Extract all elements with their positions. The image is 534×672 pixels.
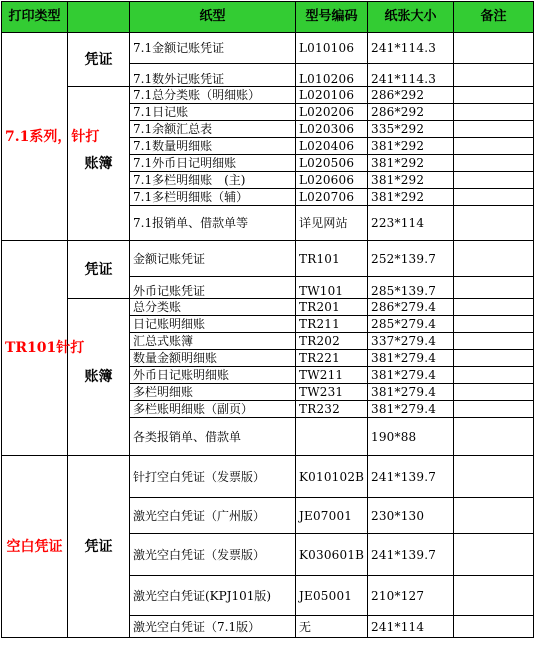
paper-cell: 7.1总分类账（明细账）: [130, 87, 296, 104]
paper-cell: 金额记账凭证: [130, 241, 296, 277]
code-cell: L020406: [296, 138, 368, 155]
code-cell: TR101: [296, 241, 368, 277]
paper-cell: 总分类账: [130, 299, 296, 316]
size-cell: 241*139.7: [368, 534, 454, 576]
code-cell: TR221: [296, 350, 368, 367]
paper-cell: 7.1报销单、借款单等: [130, 206, 296, 241]
note-cell: [454, 172, 534, 189]
paper-cell: 激光空白凭证（广州版）: [130, 498, 296, 534]
note-cell: [454, 384, 534, 401]
table-row: [2, 456, 534, 498]
code-cell: TR202: [296, 333, 368, 350]
note-cell: [454, 87, 534, 104]
header-blank: [68, 2, 130, 33]
print-type-cell: 空白凭证: [2, 456, 68, 638]
paper-cell: 日记账明细账: [130, 316, 296, 333]
code-cell: L020506: [296, 155, 368, 172]
category-cell: 账簿: [68, 87, 130, 241]
size-cell: 286*279.4: [368, 299, 454, 316]
paper-cell: 多栏账明细账（副页）: [130, 401, 296, 418]
note-cell: [454, 456, 534, 498]
code-cell: 无: [296, 616, 368, 638]
paper-cell: 7.1外币日记明细账: [130, 155, 296, 172]
header-model: 型号编码: [296, 2, 368, 33]
size-cell: 381*279.4: [368, 401, 454, 418]
size-cell: 285*139.7: [368, 277, 454, 299]
paper-cell: 外币记账凭证: [130, 277, 296, 299]
code-cell: JE07001: [296, 498, 368, 534]
paper-cell: 7.1多栏明细账 (主): [130, 172, 296, 189]
note-cell: [454, 33, 534, 64]
note-cell: [454, 616, 534, 638]
size-cell: 337*279.4: [368, 333, 454, 350]
size-cell: 252*139.7: [368, 241, 454, 277]
code-cell: L010206: [296, 64, 368, 87]
note-cell: [454, 206, 534, 241]
code-cell: L020106: [296, 87, 368, 104]
paper-cell: 激光空白凭证(KPJ101版): [130, 576, 296, 616]
note-cell: [454, 138, 534, 155]
paper-cell: 激光空白凭证（7.1版）: [130, 616, 296, 638]
code-cell: TR211: [296, 316, 368, 333]
note-cell: [454, 277, 534, 299]
size-cell: 285*279.4: [368, 316, 454, 333]
paper-cell: 数量金额明细账: [130, 350, 296, 367]
size-cell: 335*292: [368, 121, 454, 138]
code-cell: L010106: [296, 33, 368, 64]
note-cell: [454, 189, 534, 206]
note-cell: [454, 350, 534, 367]
paper-cell: 外币日记账明细账: [130, 367, 296, 384]
size-cell: 381*292: [368, 172, 454, 189]
paper-cell: 7.1数量明细账: [130, 138, 296, 155]
table-row: [2, 87, 534, 104]
size-cell: 241*114.3: [368, 33, 454, 64]
category-cell: 账簿: [68, 299, 130, 456]
size-cell: 230*130: [368, 498, 454, 534]
note-cell: [454, 498, 534, 534]
paper-cell: 7.1数外记账凭证: [130, 64, 296, 87]
table-row: [2, 299, 534, 316]
note-cell: [454, 418, 534, 456]
paper-cell: 激光空白凭证（发票版）: [130, 534, 296, 576]
category-cell: 凭证: [68, 456, 130, 638]
size-cell: 190*88: [368, 418, 454, 456]
header-row: [2, 2, 534, 33]
table-row: [2, 241, 534, 277]
note-cell: [454, 299, 534, 316]
paper-cell: 汇总式账簿: [130, 333, 296, 350]
size-cell: 241*114.3: [368, 64, 454, 87]
paper-cell: 7.1多栏明细账（辅）: [130, 189, 296, 206]
note-cell: [454, 121, 534, 138]
code-cell: K030601B: [296, 534, 368, 576]
size-cell: 381*279.4: [368, 367, 454, 384]
paper-cell: 针打空白凭证（发票版）: [130, 456, 296, 498]
note-cell: [454, 104, 534, 121]
size-cell: 241*139.7: [368, 456, 454, 498]
code-cell: L020206: [296, 104, 368, 121]
note-cell: [454, 316, 534, 333]
category-cell: 凭证: [68, 33, 130, 87]
code-cell: TW231: [296, 384, 368, 401]
note-cell: [454, 333, 534, 350]
code-cell: TR201: [296, 299, 368, 316]
paper-cell: 7.1日记账: [130, 104, 296, 121]
size-cell: 286*292: [368, 104, 454, 121]
note-cell: [454, 155, 534, 172]
print-type-cell: TR101针打: [2, 241, 68, 456]
paper-spec-table: [1, 1, 534, 638]
note-cell: [454, 534, 534, 576]
size-cell: 381*292: [368, 138, 454, 155]
size-cell: 381*292: [368, 189, 454, 206]
code-cell: K010102B: [296, 456, 368, 498]
code-cell: TW211: [296, 367, 368, 384]
note-cell: [454, 64, 534, 87]
note-cell: [454, 576, 534, 616]
code-cell: L020606: [296, 172, 368, 189]
note-cell: [454, 367, 534, 384]
paper-cell: 各类报销单、借款单: [130, 418, 296, 456]
print-type-cell: 7.1系列，针打: [2, 33, 68, 241]
size-cell: 223*114: [368, 206, 454, 241]
code-cell: [296, 418, 368, 456]
size-cell: 381*279.4: [368, 384, 454, 401]
code-cell: JE05001: [296, 576, 368, 616]
size-cell: 210*127: [368, 576, 454, 616]
note-cell: [454, 241, 534, 277]
size-cell: 381*292: [368, 155, 454, 172]
category-cell: 凭证: [68, 241, 130, 299]
paper-cell: 7.1余额汇总表: [130, 121, 296, 138]
paper-cell: 7.1金额记账凭证: [130, 33, 296, 64]
code-cell: TR232: [296, 401, 368, 418]
code-cell: TW101: [296, 277, 368, 299]
size-cell: 381*279.4: [368, 350, 454, 367]
header-print-type: 打印类型: [2, 2, 68, 33]
note-cell: [454, 401, 534, 418]
code-cell: 详见网站: [296, 206, 368, 241]
size-cell: 286*292: [368, 87, 454, 104]
header-note: 备注: [454, 2, 534, 33]
code-cell: L020706: [296, 189, 368, 206]
table-row: [2, 33, 534, 64]
size-cell: 241*114: [368, 616, 454, 638]
header-paper: 纸型: [130, 2, 296, 33]
code-cell: L020306: [296, 121, 368, 138]
paper-cell: 多栏明细账: [130, 384, 296, 401]
header-size: 纸张大小: [368, 2, 454, 33]
